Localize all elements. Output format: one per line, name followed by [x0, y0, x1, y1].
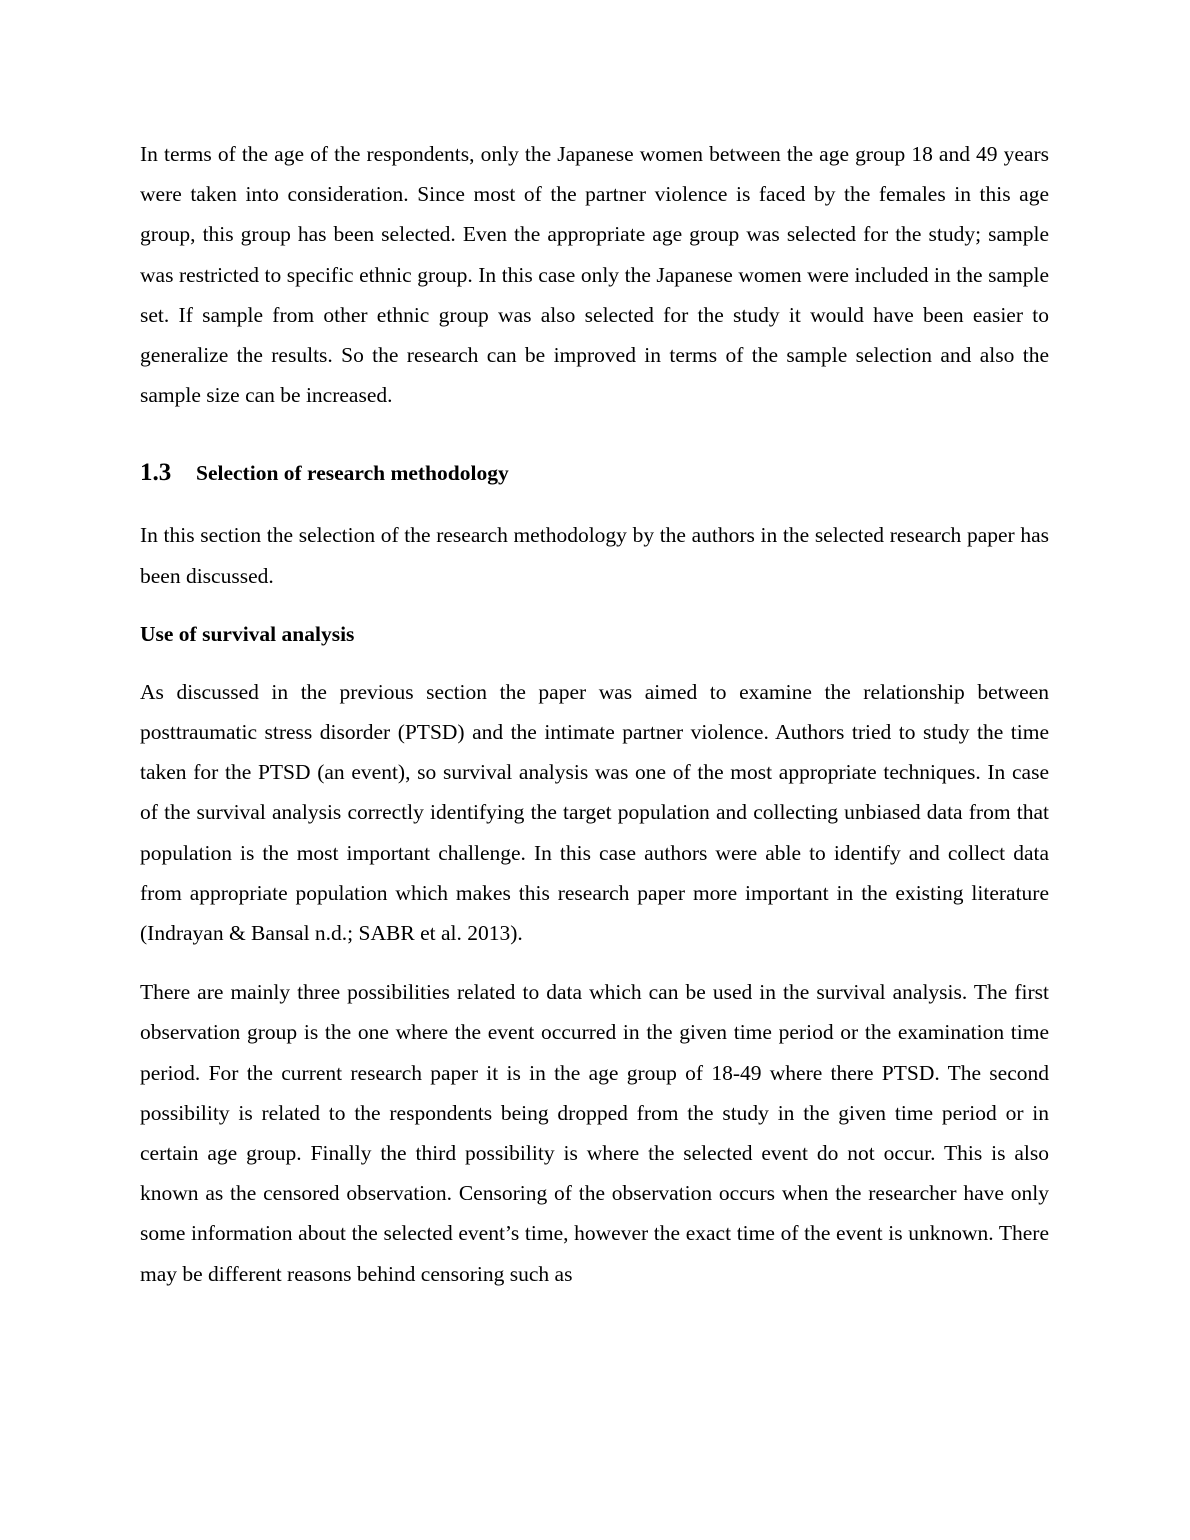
document-page: [140, 134, 1049, 1294]
subsection-heading: Use of survival analysis: [140, 621, 355, 646]
section-heading: [140, 453, 1049, 493]
intro-paragraph: In terms of the age of the respondents, only the Japanese women between the age group 18 and 49 years were taken into consideration. Since most of the partner violence is faced by the females in this age group, this group has been selected. Even the appropriate age group was selected for the study; sample was restricted to specific ethnic group. In this case only the Japanese women were included in the sample set. If sample from other ethnic group was also selected for the study it would have been easier to generalize the results. So the research can be improved in terms of the sample selection and also the sample size can be increased.: [140, 142, 1049, 408]
section-number: 1.3: [140, 459, 172, 487]
section-title: Selection of research methodology: [196, 461, 509, 486]
section-intro-paragraph: In this section the selection of the research methodology by the authors in the selected research paper has been discussed.: [140, 523, 1049, 588]
survival-paragraph-2: There are mainly three possibilities related to data which can be used in the survival analysis. The first observation group is the one where the event occurred in the given time period or the examination time period. For the current research paper it is in the age group of 18-49 where there PTSD. The second possibility is related to the respondents being dropped from the study in the given time period or in certain age group. Finally the third possibility is where the selected event do not occur. This is also known as the censored observation. Censoring of the observation occurs when the researcher have only some information about the selected event’s time, however the exact time of the event is unknown. There may be different reasons behind censoring such as: [140, 980, 1049, 1286]
survival-paragraph-1: As discussed in the previous section the paper was aimed to examine the relationship between posttraumatic stress disorder (PTSD) and the intimate partner violence. Authors tried to study the time taken for the PTSD (an event), so survival analysis was one of the most appropriate techniques. In case of the survival analysis correctly identifying the target population and collecting unbiased data from that population is the most important challenge. In this case authors were able to identify and collect data from appropriate population which makes this research paper more important in the existing literature (Indrayan & Bansal n.d.; SABR et al. 2013).: [140, 679, 1049, 946]
